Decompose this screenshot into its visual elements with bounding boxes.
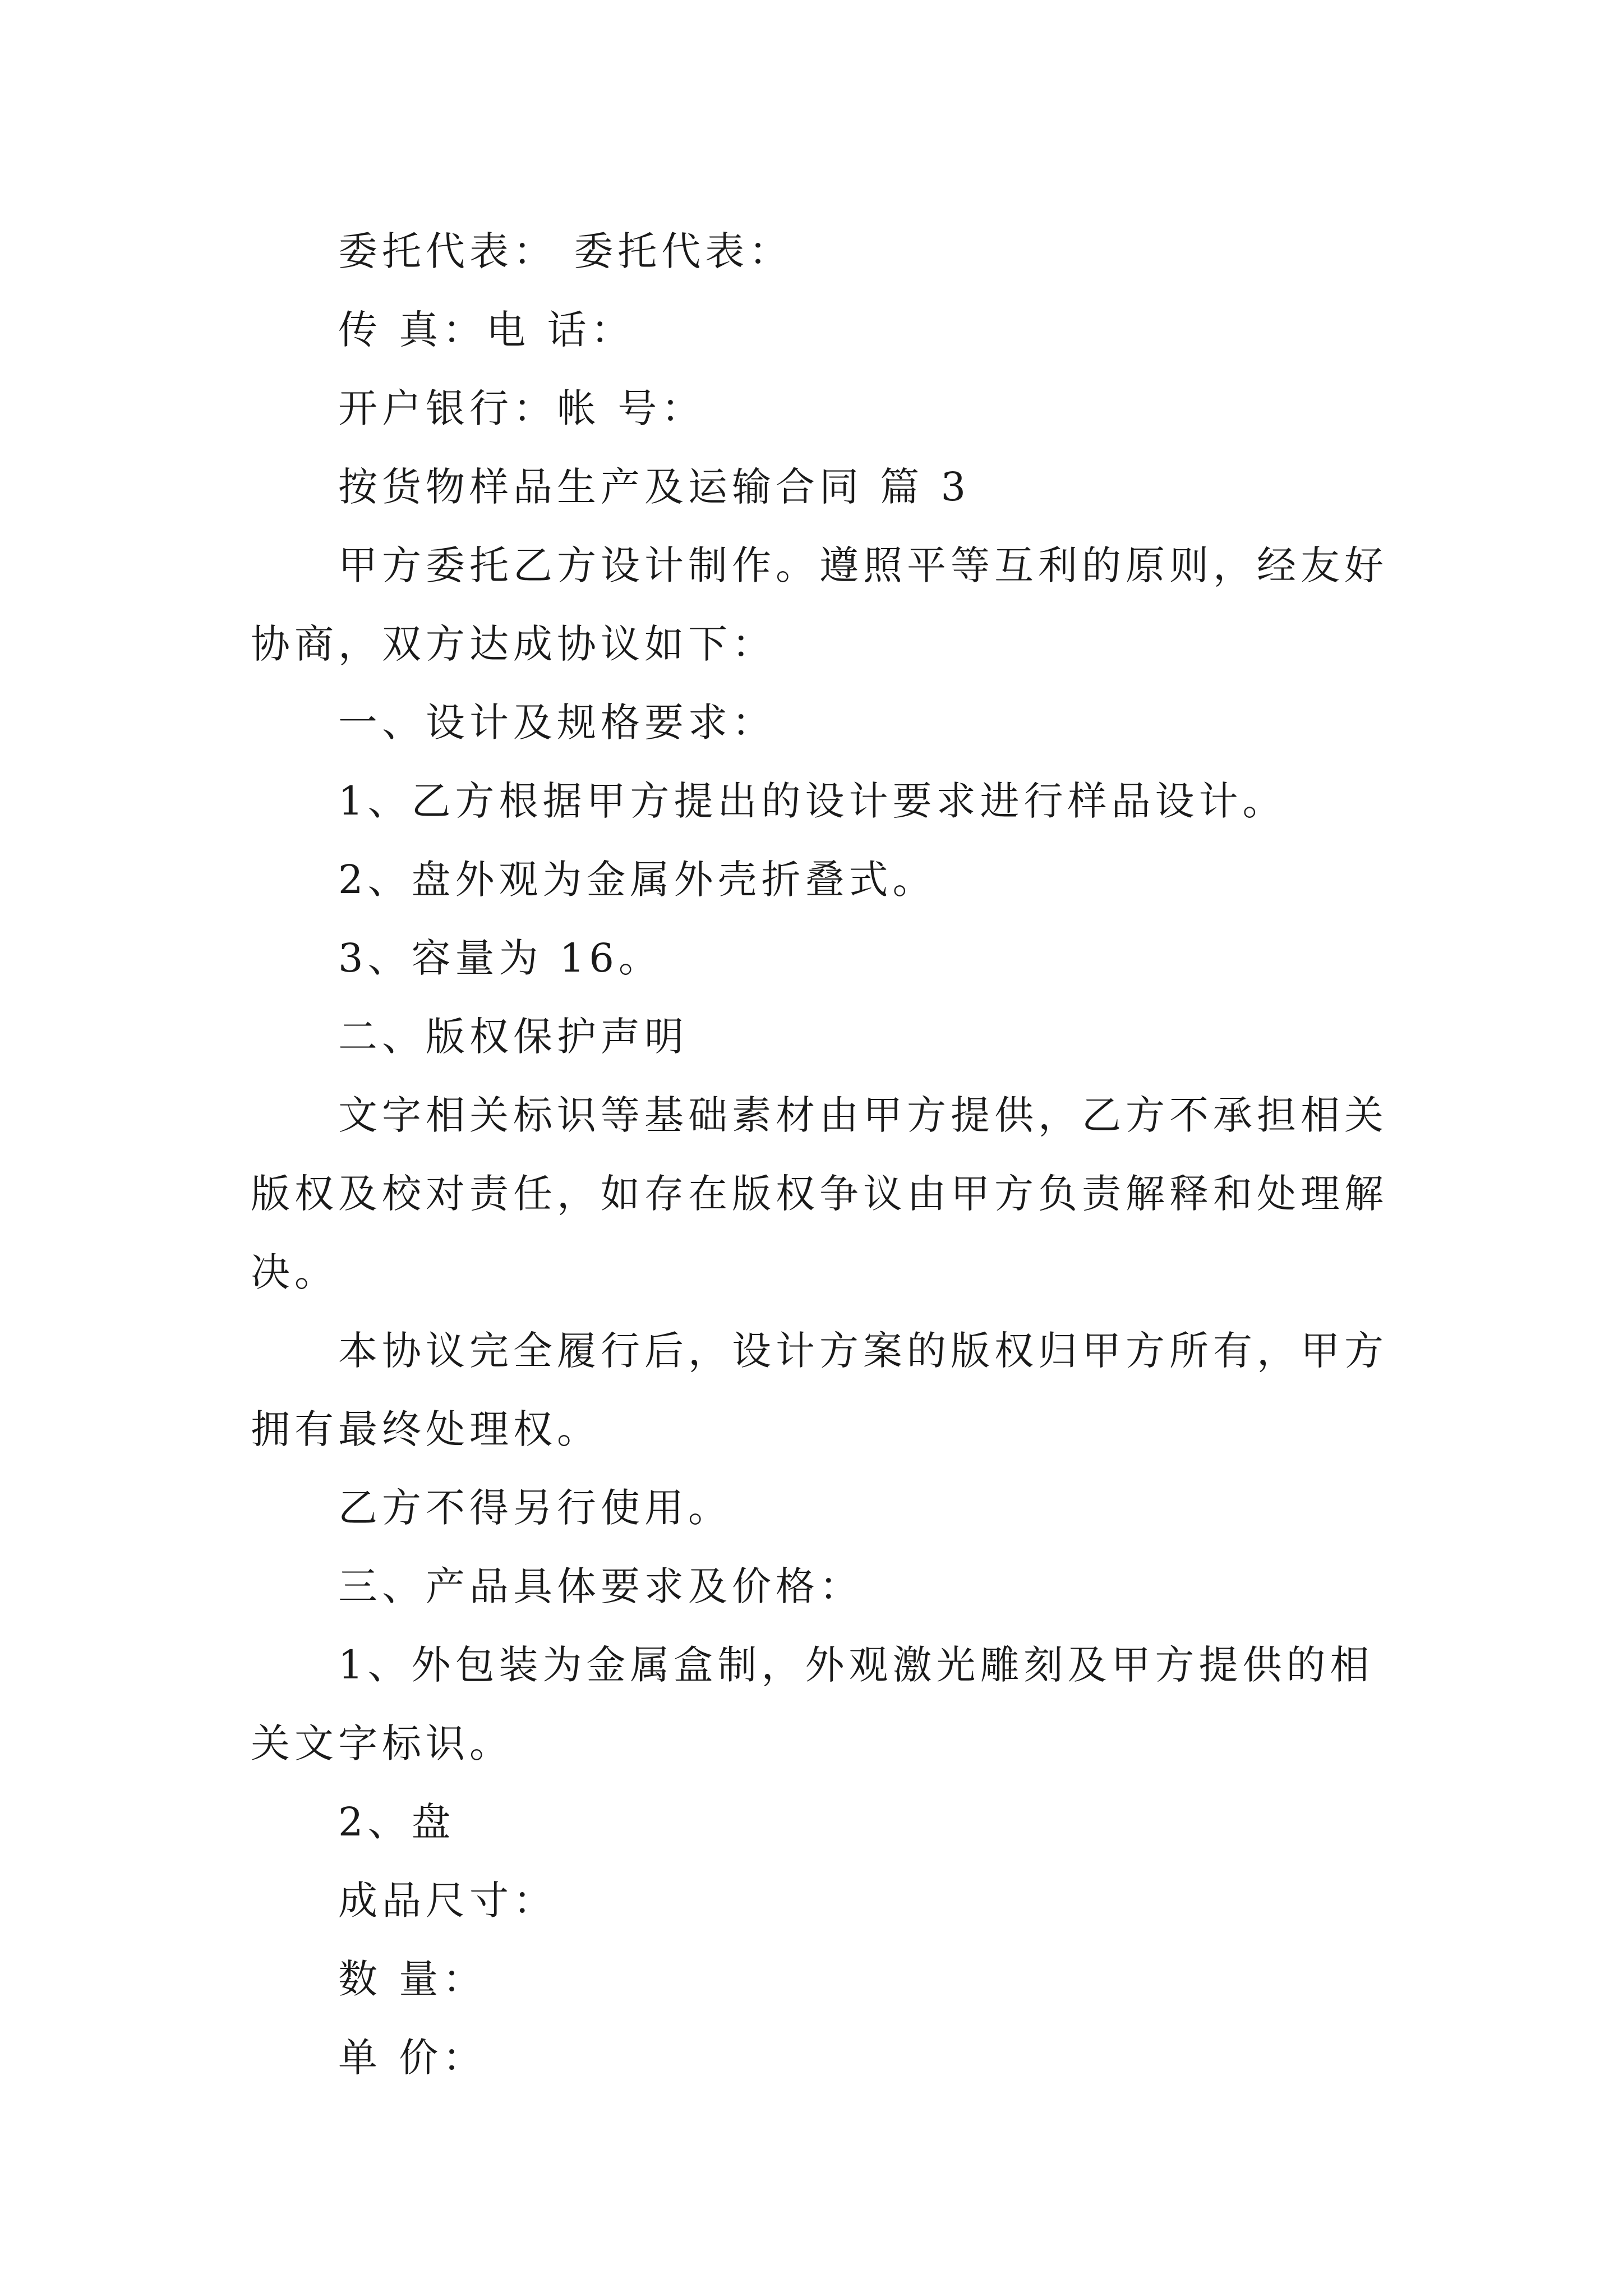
text-line: 2、盘外观为金属外壳折叠式。 bbox=[338, 857, 937, 903]
text-line: 开户银行：帐 号： bbox=[338, 385, 706, 431]
text-line: 2、盘 bbox=[338, 1799, 455, 1845]
text-line: 一、设计及规格要求： bbox=[338, 700, 776, 746]
text-line: 按货物样品生产及运输合同 篇 3 bbox=[338, 464, 971, 510]
text-line: 拥有最终处理权。 bbox=[251, 1406, 601, 1452]
text-line: 版权及校对责任，如存在版权争议由甲方负责解释和处理解 bbox=[251, 1171, 1388, 1217]
text-line: 三、产品具体要求及价格： bbox=[338, 1563, 863, 1609]
text-line: 成品尺寸： bbox=[338, 1878, 557, 1924]
text-line: 单 价： bbox=[338, 2035, 487, 2081]
text-line: 委托代表： 委托代表： bbox=[338, 228, 793, 274]
text-line: 1、乙方根据甲方提出的设计要求进行样品设计。 bbox=[338, 778, 1287, 824]
text-line: 传 真：电 话： bbox=[338, 307, 635, 353]
text-line: 二、版权保护声明 bbox=[338, 1014, 688, 1060]
text-line: 甲方委托乙方设计制作。遵照平等互利的原则，经友好 bbox=[338, 542, 1388, 588]
text-line: 关文字标识。 bbox=[251, 1720, 513, 1766]
text-line: 乙方不得另行使用。 bbox=[338, 1485, 732, 1531]
text-line: 数 量： bbox=[338, 1956, 487, 2002]
text-line: 协商，双方达成协议如下： bbox=[251, 621, 776, 667]
text-line: 本协议完全履行后，设计方案的版权归甲方所有，甲方 bbox=[338, 1328, 1388, 1374]
text-line: 3、容量为 16。 bbox=[338, 935, 662, 981]
text-line: 文字相关标识等基础素材由甲方提供，乙方不承担相关 bbox=[338, 1092, 1388, 1138]
text-line: 决。 bbox=[251, 1249, 338, 1295]
text-line: 1、外包装为金属盒制，外观激光雕刻及甲方提供的相 bbox=[338, 1642, 1374, 1688]
document-body bbox=[251, 212, 1388, 2097]
